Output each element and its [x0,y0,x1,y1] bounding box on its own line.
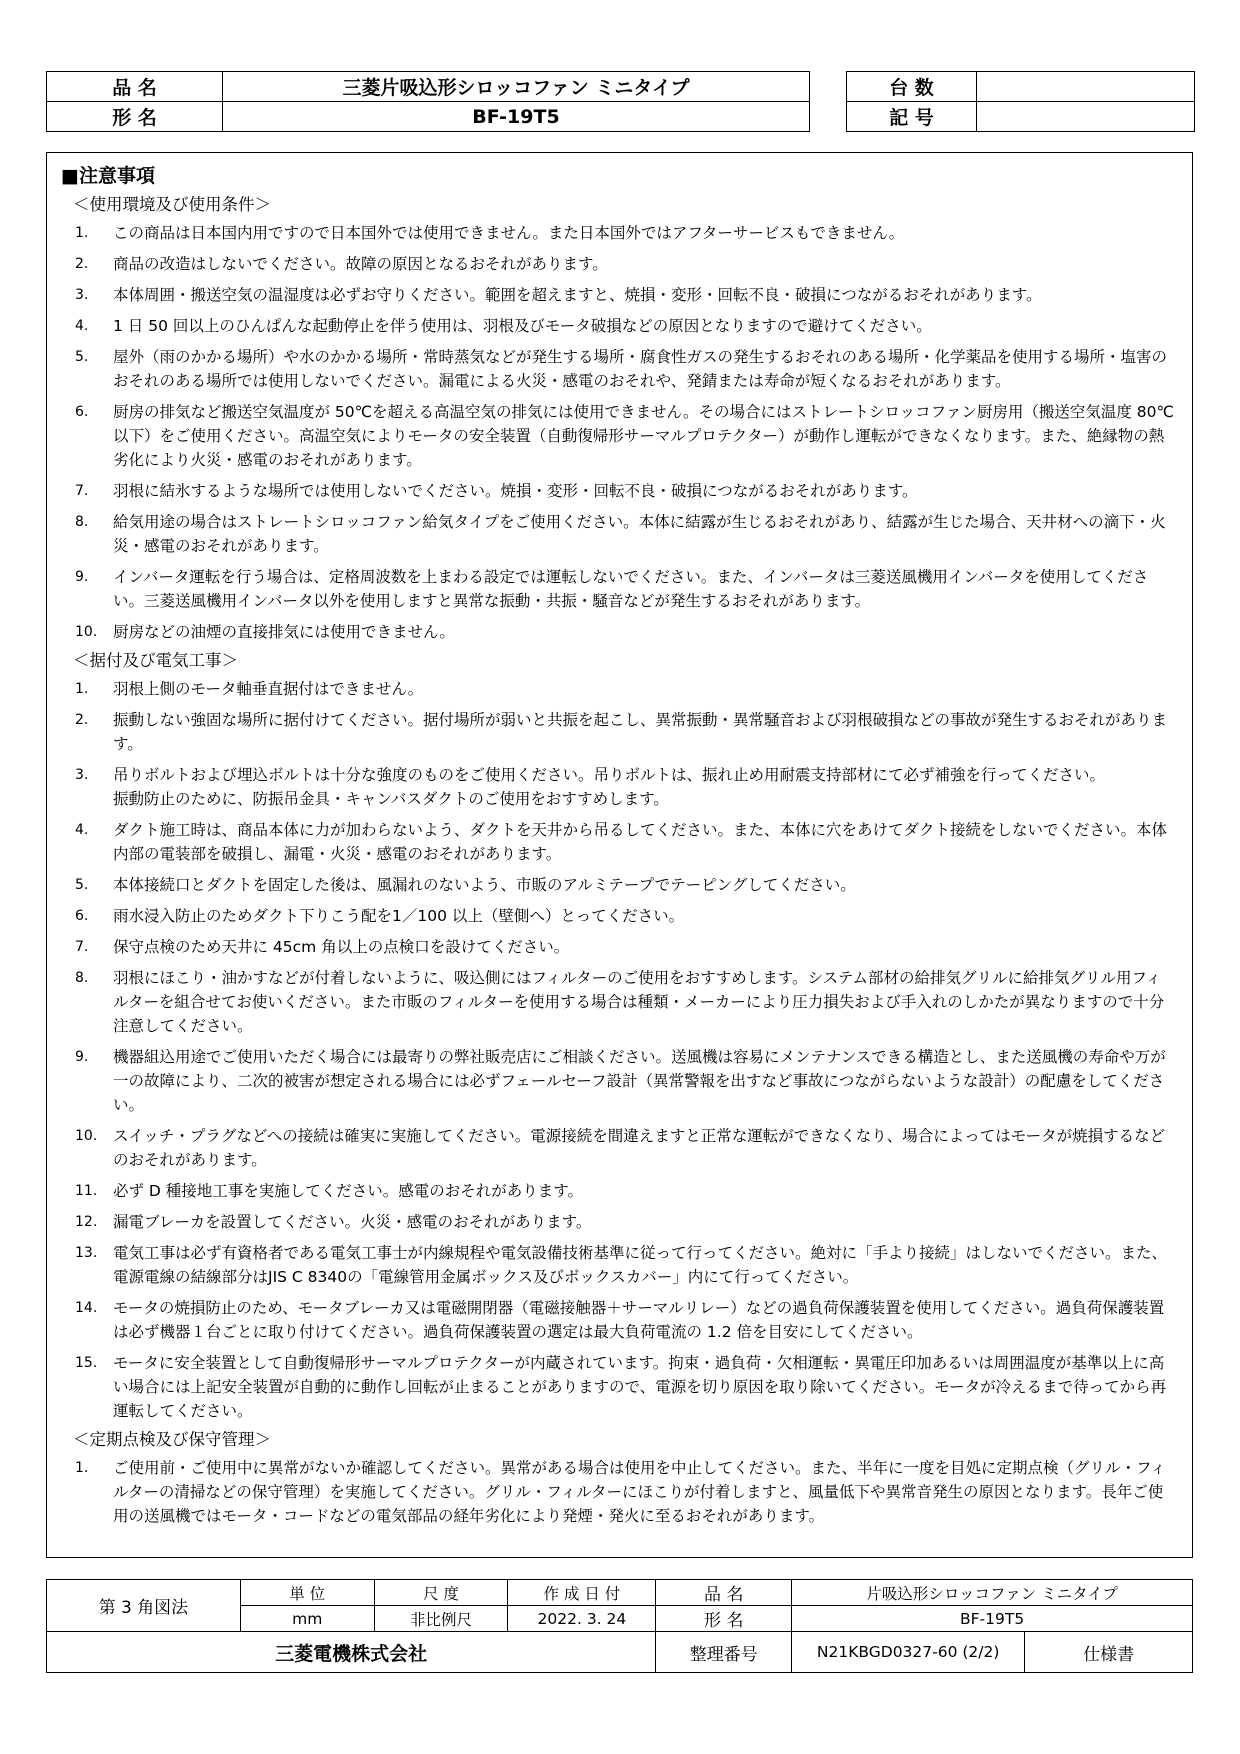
item-number: 1. [75,681,89,697]
item-text: 1 日 50 回以上のひんぱんな起動停止を伴う使用は、羽根及びモータ破損などの原因となりますので避けてください。 [113,317,932,335]
item-number: 6. [75,908,89,924]
list-item [47,314,1192,338]
notes-list [47,677,1192,1423]
scale-label: 尺 度 [374,1580,508,1606]
notes-list [47,1456,1192,1528]
item-text: 振動しない強固な場所に据付けてください。据付場所が弱いと共振を起こし、異常振動・異常騒音および羽根破損などの事故が発生するおそれがあります。 [113,711,1168,753]
list-item [47,479,1192,503]
item-number: 8. [75,970,89,986]
list-item [47,1210,1192,1234]
notes-box [46,152,1193,1558]
item-number: 4. [75,318,89,334]
section-heading: ＜定期点検及び保守管理＞ [73,1430,271,1449]
date-label: 作 成 日 付 [508,1580,656,1606]
list-item [47,873,1192,897]
item-text: 羽根上側のモータ軸垂直据付はできません。 [113,680,424,698]
header-quantity-table [846,71,1195,132]
item-number: 7. [75,483,89,499]
item-text: 厨房などの油煙の直接排気には使用できません。 [113,623,455,641]
item-number: 13. [75,1245,98,1261]
list-item [47,708,1192,756]
unit-label: 単 位 [240,1580,374,1606]
item-text: 給気用途の場合はストレートシロッコファン給気タイプをご使用ください。本体に結露が生じるおそれがあり、結露が生じた場合、天井材への滴下・火災・感電のおそれがあります。 [113,513,1166,555]
company-name: 三菱電機株式会社 [47,1632,656,1673]
list-item [47,1124,1192,1172]
footer-katamei-value: BF-19T5 [792,1606,1193,1632]
footer-hinmei-value: 片吸込形シロッコファン ミニタイプ [792,1580,1193,1606]
item-text: インバータ運転を行う場合は、定格周波数を上まわる設定では運転しないでください。また、インバータは三菱送風機用インバータを使用してください。三菱送風機用インバータ以外を使用しますと異常な振動・共振・騒音などが発生するおそれがあります。 [113,568,1149,610]
item-text: この商品は日本国内用ですので日本国外では使用できません。また日本国外ではアフターサービスもできません。 [113,224,905,242]
item-text: 本体接続口とダクトを固定した後は、風漏れのないよう、市販のアルミテープでテーピングしてください。 [113,876,856,894]
list-item [47,620,1192,644]
notes-list [47,221,1192,644]
item-text: モータの焼損防止のため、モータブレーカ又は電磁開閉器（電磁接触器＋サーマルリレー）などの過負荷保護装置を使用してください。過負荷保護装置は必ず機器１台ごとに取り付けてください。過負荷保護装置の選定は最大負荷電流の 1.2 倍を目安にしてください。 [113,1299,1165,1341]
hinmei-label: 品 名 [47,72,223,102]
item-text: 商品の改造はしないでください。故障の原因となるおそれがあります。 [113,255,608,273]
list-item [47,283,1192,307]
footer-katamei-label: 形 名 [656,1606,792,1632]
item-text: スイッチ・プラグなどへの接続は確実に実施してください。電源接続を間違えますと正常な運転ができなくなり、場合によってはモータが焼損するなどのおそれがあります。 [113,1127,1166,1169]
item-number: 5. [75,877,89,893]
list-item [47,818,1192,866]
header-product-table [46,71,810,132]
item-number: 11. [75,1183,98,1199]
daisu-label: 台 数 [847,72,977,102]
list-item [47,966,1192,1038]
item-text: 羽根に結氷するような場所では使用しないでください。焼損・変形・回転不良・破損につながるおそれがあります。 [113,482,918,500]
scale-value: 非比例尺 [374,1606,508,1632]
kigou-label: 記 号 [847,102,977,132]
date-value: 2022. 3. 24 [508,1606,656,1632]
list-item [47,1351,1192,1423]
item-number: 15. [75,1355,98,1371]
item-number: 10. [75,624,98,640]
list-item [47,400,1192,472]
item-text: 漏電ブレーカを設置してください。火災・感電のおそれがあります。 [113,1213,592,1231]
list-item [47,677,1192,701]
list-item [47,935,1192,959]
list-item [47,1241,1192,1289]
list-item [47,1456,1192,1528]
title-block [46,1579,1193,1673]
daisu-value [977,72,1195,102]
item-number: 14. [75,1300,98,1316]
item-number: 5. [75,349,89,365]
footer-hinmei-label: 品 名 [656,1580,792,1606]
item-number: 9. [75,569,89,585]
item-number: 8. [75,514,89,530]
list-item [47,1179,1192,1203]
item-number: 9. [75,1049,89,1065]
katamei-label: 形 名 [47,102,223,132]
list-item [47,904,1192,928]
item-number: 3. [75,767,89,783]
item-number: 3. [75,287,89,303]
seiri-label: 整理番号 [656,1632,792,1673]
list-item [47,565,1192,613]
katamei-value: BF-19T5 [223,102,810,132]
item-text: モータに安全装置として自動復帰形サーマルプロテクターが内蔵されています。拘束・過負荷・欠相運転・異電圧印加あるいは周囲温度が基準以上に高い場合には上記安全装置が自動的に動作し回転が止まることがありますので、電源を切り原因を取り除いてください。モータが冷えるまで待ってから再運転してください。 [113,1354,1167,1420]
item-text: 電気工事は必ず有資格者である電気工事士が内線規程や電気設備技術基準に従って行ってください。絶対に「手より接続」はしないでください。また、電源電線の結線部分はJIS C 8340の「電線管用金属ボックス及びボックスカバー」内にて行ってください。 [113,1244,1168,1286]
notes-title: ■注意事項 [61,165,155,187]
item-number: 1. [75,225,89,241]
item-text: ダクト施工時は、商品本体に力が加わらないよう、ダクトを天井から吊るしてください。また、本体に穴をあけてダクト接続をしないでください。本体内部の電装部を破損し、漏電・火災・感電のおそれがあります。 [113,821,1168,863]
list-item [47,1296,1192,1344]
list-item [47,345,1192,393]
item-number: 10. [75,1128,98,1144]
item-text: 機器組込用途でご使用いただく場合には最寄りの弊社販売店にご相談ください。送風機は容易にメンテナンスできる構造とし、また送風機の寿命や万が一の故障により、二次的被害が想定される場合には必ずフェールセーフ設計（異常警報を出すなど事故につながらないような設計）の配慮をしてください。 [113,1048,1166,1114]
hinmei-value: 三菱片吸込形シロッコファン ミニタイプ [223,72,810,102]
item-text: 吊りボルトおよび埋込ボルトは十分な強度のものをご使用ください。吊りボルトは、振れ止め用耐震支持部材にて必ず補強を行ってください。 [113,766,1106,784]
item-text: 保守点検のため天井に 45cm 角以上の点検口を設けてください。 [113,938,570,956]
item-text: 屋外（雨のかかる場所）や水のかかる場所・常時蒸気などが発生する場所・腐食性ガスの発生するおそれのある場所・化学薬品を使用する場所・塩害のおそれのある場所では使用しないでください。漏電による火災・感電のおそれや、発錆または寿命が短くなるおそれがあります。 [113,348,1168,390]
item-extra-text: 振動防止のために、防振吊金具・キャンバスダクトのご使用をおすすめします。 [113,790,669,808]
item-text: 雨水浸入防止のためダクト下りこう配を1／100 以上（壁側へ）とってください。 [113,907,685,925]
item-number: 2. [75,256,89,272]
projection-method: 第 3 角図法 [47,1580,241,1632]
doc-type: 仕様書 [1083,1644,1135,1665]
list-item [47,1045,1192,1117]
item-number: 7. [75,939,89,955]
list-item [47,510,1192,558]
item-number: 12. [75,1214,98,1230]
item-text: ご使用前・ご使用中に異常がないか確認してください。異常がある場合は使用を中止してください。また、半年に一度を目処に定期点検（グリル・フィルターの清掃などの保守管理）を実施してください。グリル・フィルターにほこりが付着しますと、風量低下や異常音発生の原因となります。長年ご使用の送風機ではモータ・コードなどの電気部品の経年劣化により発煙・発火に至るおそれがあります。 [113,1459,1166,1525]
item-text: 本体周囲・搬送空気の温湿度は必ずお守りください。範囲を超えますと、焼損・変形・回転不良・破損につながるおそれがあります。 [113,286,1042,304]
item-text: 厨房の排気など搬送空気温度が 50℃を超える高温空気の排気には使用できません。その場合にはストレートシロッコファン厨房用（搬送空気温度 80℃以下）をご使用ください。高温空気によりモータの安全装置（自動復帰形サーマルプロテクター）が動作し運転ができなくなります。また、絶縁物の熱劣化により火災・感電のおそれがあります。 [113,403,1174,469]
item-number: 1. [75,1460,89,1476]
item-number: 2. [75,712,89,728]
item-text: 必ず D 種接地工事を実施してください。感電のおそれがあります。 [113,1182,584,1200]
list-item [47,252,1192,276]
kigou-value [977,102,1195,132]
item-text: 羽根にほこり・油かすなどが付着しないように、吸込側にはフィルターのご使用をおすすめします。システム部材の給排気グリルに給排気グリル用フィルターを組合せてお使いください。また市販のフィルターを使用する場合は種類・メーカーにより圧力損失および手入れのしかたが異なりますので十分注意してください。 [113,969,1165,1035]
notes-body [47,195,1192,1535]
section-heading: ＜使用環境及び使用条件＞ [73,195,271,214]
unit-value: mm [240,1606,374,1632]
list-item [47,763,1192,811]
seiri-value: N21KBGD0327-60 (2/2) [792,1632,1025,1672]
item-number: 6. [75,404,89,420]
list-item [47,221,1192,245]
item-number: 4. [75,822,89,838]
section-heading: ＜据付及び電気工事＞ [73,651,238,670]
